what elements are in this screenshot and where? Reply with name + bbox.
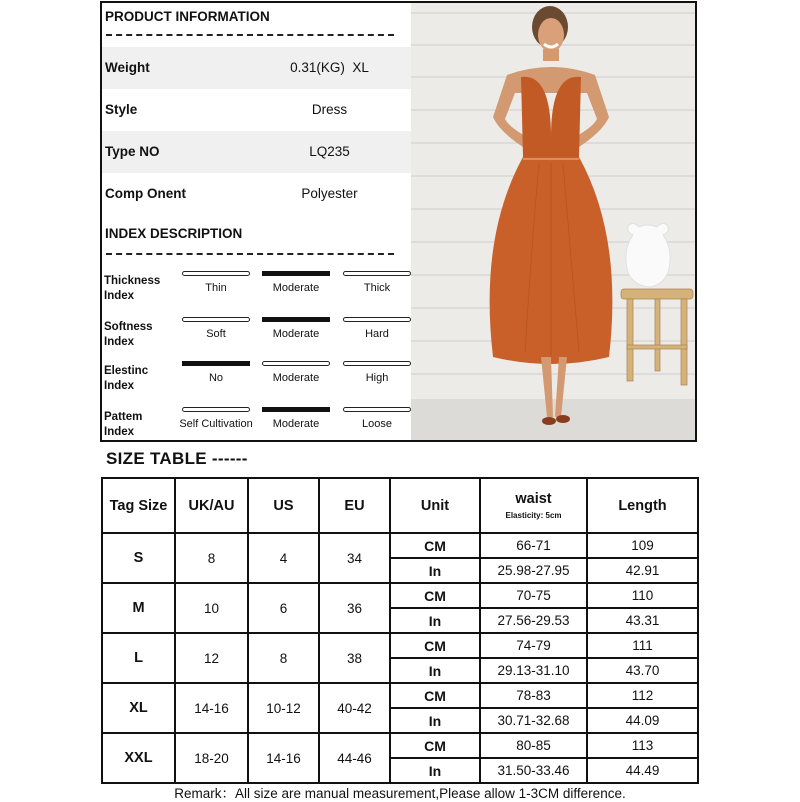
size-row-cm <box>102 633 698 658</box>
length-cell: 42.91 <box>587 558 698 583</box>
index-label-line1: Pattem <box>104 411 143 423</box>
uk-au-cell: 14-16 <box>175 683 248 733</box>
waist-cell: 78-83 <box>480 683 587 708</box>
index-option-label: No <box>208 372 224 384</box>
index-bar-selected <box>182 361 250 366</box>
info-label: Type NO <box>105 144 160 159</box>
header-eu: EU <box>319 478 390 533</box>
us-cell: 4 <box>248 533 319 583</box>
product-information-panel <box>100 1 411 442</box>
length-cell: 43.70 <box>587 658 698 683</box>
info-row-type-no <box>102 131 411 173</box>
index-bar-selected <box>262 407 330 412</box>
us-cell: 10-12 <box>248 683 319 733</box>
unit-cell: CM <box>390 733 480 758</box>
product-information-title: PRODUCT INFORMATION <box>105 9 270 24</box>
size-table-header <box>102 478 698 533</box>
uk-au-cell: 8 <box>175 533 248 583</box>
index-option-label: Loose <box>362 418 392 430</box>
info-label: Weight <box>105 60 150 75</box>
waist-cell: 66-71 <box>480 533 587 558</box>
eu-cell: 44-46 <box>319 733 390 783</box>
header-unit: Unit <box>390 478 480 533</box>
index-row <box>102 361 411 407</box>
length-cell: 111 <box>587 633 698 658</box>
length-cell: 44.09 <box>587 708 698 733</box>
index-bar-selected <box>262 271 330 276</box>
eu-cell: 34 <box>319 533 390 583</box>
index-row <box>102 407 411 453</box>
index-label-line2: Index <box>104 336 135 348</box>
neck <box>543 49 559 61</box>
index-label-line2: Index <box>104 426 135 438</box>
header-waist-note: Elasticity: 5cm <box>505 511 562 520</box>
index-bar <box>343 407 411 412</box>
index-row-label <box>104 410 142 440</box>
size-table <box>101 477 699 784</box>
index-label-line1: Thickness <box>104 275 161 287</box>
index-option-label: Moderate <box>272 282 320 294</box>
info-value: Polyester <box>301 186 358 201</box>
info-row-weight <box>102 47 411 89</box>
eu-cell: 36 <box>319 583 390 633</box>
index-bar-selected <box>262 317 330 322</box>
index-option-label: Thick <box>363 282 391 294</box>
waist-cell: 74-79 <box>480 633 587 658</box>
us-cell: 14-16 <box>248 733 319 783</box>
eu-cell: 38 <box>319 633 390 683</box>
index-option-label: Thin <box>205 282 227 294</box>
unit-cell: In <box>390 658 480 683</box>
info-label: Style <box>105 102 138 117</box>
header-tag-size: Tag Size <box>102 478 175 533</box>
index-row-label <box>104 364 148 394</box>
waist-cell: 25.98-27.95 <box>480 558 587 583</box>
product-photo <box>411 1 697 442</box>
us-cell: 6 <box>248 583 319 633</box>
unit-cell: In <box>390 608 480 633</box>
uk-au-cell: 12 <box>175 633 248 683</box>
header-waist <box>480 478 587 533</box>
waist-cell: 30.71-32.68 <box>480 708 587 733</box>
info-row-style <box>102 89 411 131</box>
size-table-body <box>102 533 698 783</box>
index-bar <box>343 317 411 322</box>
length-cell: 112 <box>587 683 698 708</box>
index-option-label: Moderate <box>272 328 320 340</box>
info-value: LQ235 <box>309 144 350 159</box>
size-row-cm <box>102 533 698 558</box>
unit-cell: In <box>390 758 480 783</box>
index-divider <box>106 253 394 255</box>
tag-size-cell: M <box>102 583 175 633</box>
waist-cell: 70-75 <box>480 583 587 608</box>
index-bar <box>182 407 250 412</box>
header-waist-label: waist <box>515 491 552 507</box>
unit-cell: CM <box>390 683 480 708</box>
size-row-cm <box>102 683 698 708</box>
header-us: US <box>248 478 319 533</box>
tag-size-cell: XL <box>102 683 175 733</box>
waist-cell: 29.13-31.10 <box>480 658 587 683</box>
uk-au-cell: 18-20 <box>175 733 248 783</box>
tag-size-cell: S <box>102 533 175 583</box>
length-cell: 109 <box>587 533 698 558</box>
unit-cell: In <box>390 708 480 733</box>
length-cell: 110 <box>587 583 698 608</box>
unit-cell: CM <box>390 533 480 558</box>
index-option-label: Soft <box>206 328 226 340</box>
size-table-title: SIZE TABLE ------ <box>106 449 248 468</box>
index-row-label <box>104 320 153 350</box>
left-shoe <box>542 417 556 425</box>
wooden-stool <box>621 289 693 385</box>
index-option-label: Moderate <box>272 418 320 430</box>
index-label-line2: Index <box>104 290 135 302</box>
index-bar <box>262 361 330 366</box>
size-row-cm <box>102 733 698 758</box>
info-value: 0.31(KG) XL <box>290 60 369 75</box>
title-divider <box>106 34 394 36</box>
index-bar <box>182 317 250 322</box>
waist-cell: 31.50-33.46 <box>480 758 587 783</box>
index-option-label: Hard <box>365 328 389 340</box>
length-cell: 113 <box>587 733 698 758</box>
size-row-cm <box>102 583 698 608</box>
index-description-title: INDEX DESCRIPTION <box>105 226 243 241</box>
remark-note: Remark：All size are manual measurement,Please allow 1-3CM difference. <box>174 786 626 801</box>
index-label-line2: Index <box>104 380 135 392</box>
us-cell: 8 <box>248 633 319 683</box>
index-row <box>102 271 411 317</box>
length-cell: 44.49 <box>587 758 698 783</box>
index-bar <box>343 361 411 366</box>
model-in-dress-illustration <box>411 3 697 442</box>
right-shoe <box>556 415 570 423</box>
unit-cell: CM <box>390 583 480 608</box>
tag-size-cell: L <box>102 633 175 683</box>
index-option-label: Self Cultivation <box>179 418 253 430</box>
unit-cell: In <box>390 558 480 583</box>
index-label-line1: Softness <box>104 321 153 333</box>
index-bar <box>182 271 250 276</box>
eu-cell: 40-42 <box>319 683 390 733</box>
index-row-label <box>104 274 160 304</box>
index-label-line1: Elestinc <box>104 365 149 377</box>
info-row-component <box>102 173 411 215</box>
index-option-label: High <box>365 372 389 384</box>
index-row <box>102 317 411 363</box>
info-value: Dress <box>311 102 348 117</box>
vase <box>626 223 670 287</box>
index-bar <box>343 271 411 276</box>
uk-au-cell: 10 <box>175 583 248 633</box>
unit-cell: CM <box>390 633 480 658</box>
index-option-label: Moderate <box>272 372 320 384</box>
waist-cell: 80-85 <box>480 733 587 758</box>
info-label: Comp Onent <box>105 186 186 201</box>
header-length: Length <box>587 478 698 533</box>
length-cell: 43.31 <box>587 608 698 633</box>
tag-size-cell: XXL <box>102 733 175 783</box>
header-uk-au: UK/AU <box>175 478 248 533</box>
waist-cell: 27.56-29.53 <box>480 608 587 633</box>
